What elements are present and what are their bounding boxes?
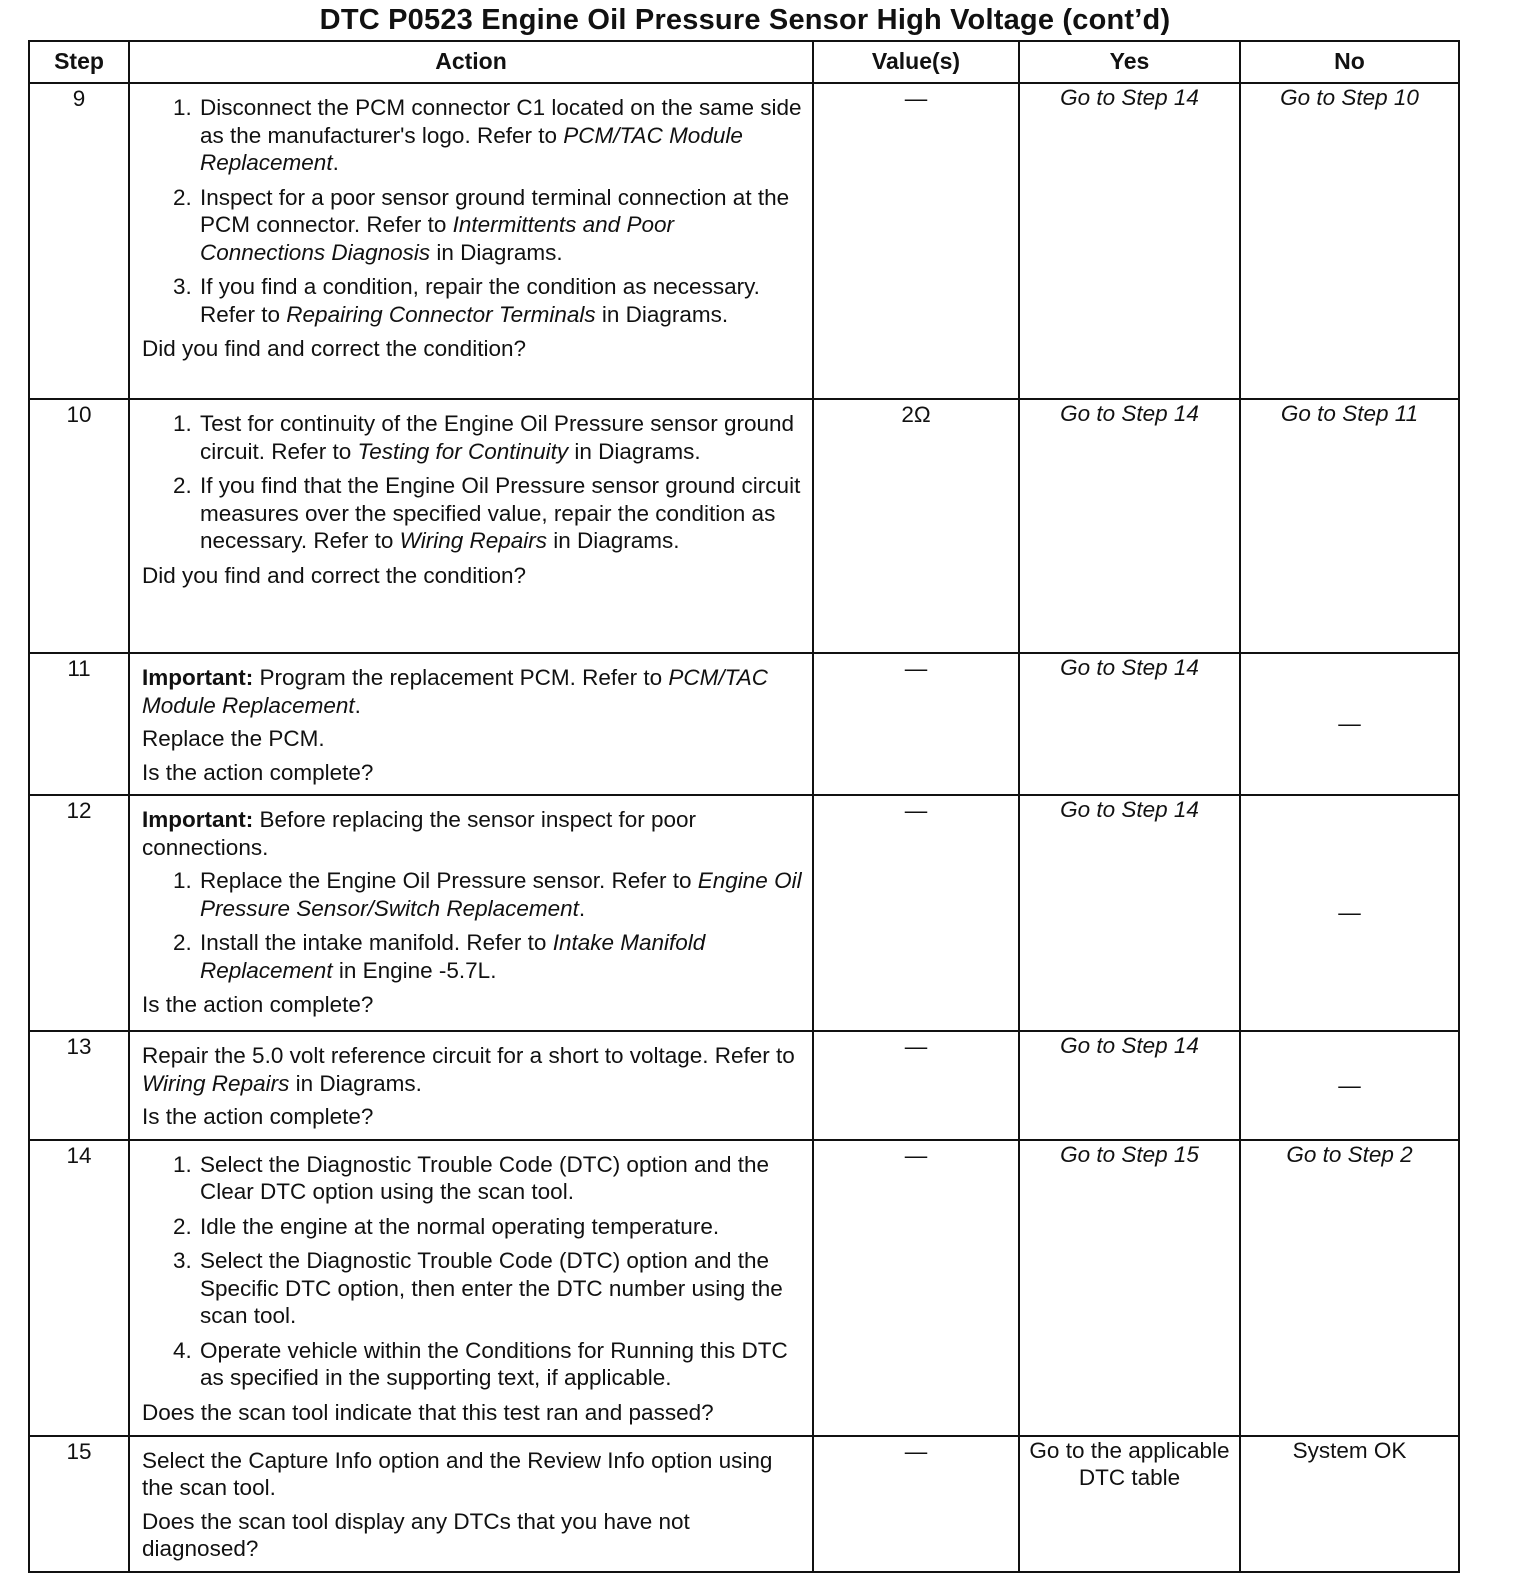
text-run: Install the intake manifold. Refer to	[200, 930, 553, 955]
text-run: Select the Diagnostic Trouble Code (DTC) option and the Specific DTC option, then enter the DTC number using the scan tool.	[200, 1248, 783, 1328]
yes-result: Go to Step 14	[1019, 1031, 1240, 1140]
step-number: 9	[29, 83, 129, 399]
doc-reference: Testing for Continuity	[357, 438, 569, 464]
no-result: System OK	[1240, 1436, 1459, 1572]
doc-reference: Repairing Connector Terminals	[286, 301, 596, 327]
value-cell: —	[813, 653, 1019, 795]
header-values: Value(s)	[813, 41, 1019, 83]
yes-result: Go to Step 14	[1019, 399, 1240, 653]
value-cell: —	[813, 1140, 1019, 1436]
action-step-list	[142, 410, 802, 555]
header-yes: Yes	[1019, 41, 1240, 83]
action-step	[198, 1337, 802, 1392]
action-step	[198, 1247, 802, 1330]
text-run: Before replacing the sensor inspect for poor connections.	[142, 807, 696, 860]
text-run: in Diagrams.	[289, 1070, 422, 1096]
action-cell	[129, 1031, 813, 1140]
no-result: —	[1240, 1031, 1459, 1140]
action-step	[198, 94, 802, 177]
doc-reference: Wiring Repairs	[399, 528, 548, 553]
text-run: Select the Capture Info option and the Review Info option using the scan tool.	[142, 1447, 773, 1500]
no-result: —	[1240, 795, 1459, 1031]
doc-reference: Intake Manifold Replacement	[200, 930, 706, 983]
value-cell: —	[813, 83, 1019, 399]
action-step	[198, 472, 802, 555]
no-result: Go to Step 11	[1240, 399, 1459, 653]
text-run: .	[332, 150, 339, 175]
action-step	[198, 1213, 802, 1241]
text-run: in Diagrams.	[595, 301, 729, 327]
table-row	[29, 1436, 1459, 1572]
table-row	[29, 83, 1459, 399]
yes-result: Go to Step 15	[1019, 1140, 1240, 1436]
yes-result: Go to Step 14	[1019, 653, 1240, 795]
action-intro	[142, 1042, 802, 1097]
value-cell: —	[813, 1031, 1019, 1140]
action-question: Did you find and correct the condition?	[142, 336, 526, 361]
action-step	[198, 1151, 802, 1206]
action-step-list	[142, 867, 802, 984]
action-step	[198, 867, 802, 922]
step-number: 14	[29, 1140, 129, 1436]
doc-reference: Engine Oil Pressure Sensor/Switch Replacement	[200, 868, 802, 921]
text-run: If you find that the Engine Oil Pressure sensor ground circuit measures over the specified value, repair the condition as necessary. Refer to	[200, 473, 801, 553]
table-row	[29, 653, 1459, 795]
action-cell	[129, 653, 813, 795]
action-cell	[129, 795, 813, 1031]
important-label: Important:	[142, 665, 254, 690]
yes-result: Go to Step 14	[1019, 795, 1240, 1031]
yes-result: Go to the applicable DTC table	[1019, 1436, 1240, 1572]
text-run: Select the Diagnostic Trouble Code (DTC) option and the Clear DTC option using the scan tool.	[200, 1151, 770, 1204]
value-cell: —	[813, 795, 1019, 1031]
action-question: Is the action complete?	[142, 1104, 374, 1129]
action-question: Did you find and correct the condition?	[142, 562, 526, 588]
text-run: Program the replacement PCM. Refer to	[253, 665, 669, 690]
no-result: Go to Step 2	[1240, 1140, 1459, 1436]
action-intro	[142, 1447, 802, 1502]
text-run: Idle the engine at the normal operating temperature.	[200, 1213, 720, 1239]
no-result: Go to Step 10	[1240, 83, 1459, 399]
action-question: Does the scan tool indicate that this test ran and passed?	[142, 1399, 714, 1425]
header-no: No	[1240, 41, 1459, 83]
action-question: Does the scan tool display any DTCs that you have not diagnosed?	[142, 1508, 690, 1561]
action-step	[198, 184, 802, 267]
value-cell: —	[813, 1436, 1019, 1572]
action-question: Is the action complete?	[142, 759, 374, 785]
table-row	[29, 795, 1459, 1031]
table-row	[29, 1031, 1459, 1140]
table-row	[29, 399, 1459, 653]
action-line: Replace the PCM.	[142, 726, 325, 751]
step-number: 13	[29, 1031, 129, 1140]
action-intro	[142, 664, 802, 719]
header-row	[29, 41, 1459, 83]
action-step-list	[142, 1151, 802, 1392]
text-run: Replace the Engine Oil Pressure sensor. Refer to	[200, 868, 698, 893]
action-cell	[129, 1140, 813, 1436]
action-step	[198, 410, 802, 465]
text-run: Inspect for a poor sensor ground terminal connection at the PCM connector. Refer to	[200, 184, 790, 237]
text-run: in Diagrams.	[547, 528, 680, 553]
value-cell: 2Ω	[813, 399, 1019, 653]
text-run: Test for continuity of the Engine Oil Pressure sensor ground circuit. Refer to	[200, 411, 795, 464]
no-result: —	[1240, 653, 1459, 795]
action-question: Is the action complete?	[142, 992, 374, 1017]
table-row	[29, 1140, 1459, 1436]
text-run: .	[578, 895, 586, 921]
step-number: 11	[29, 653, 129, 795]
doc-reference: Intermittents and Poor Connections Diagnosis	[200, 212, 674, 265]
doc-reference: PCM/TAC Module Replacement	[200, 122, 743, 175]
text-run: in Engine -5.7L.	[332, 957, 497, 983]
text-run: Disconnect the PCM connector C1 located on the same side as the manufacturer's logo. Refer to	[200, 95, 802, 148]
action-step-list	[142, 94, 802, 328]
step-number: 15	[29, 1436, 129, 1572]
table-body	[29, 83, 1459, 1572]
page-title: DTC P0523 Engine Oil Pressure Sensor High Voltage (cont’d)	[319, 4, 1171, 36]
action-step	[198, 929, 802, 984]
doc-reference: PCM/TAC Module Replacement	[142, 665, 769, 718]
text-run: .	[354, 692, 361, 718]
text-run: Operate vehicle within the Conditions for Running this DTC as specified in the supporting text, if applicable.	[200, 1337, 788, 1390]
diagnostic-table	[28, 40, 1460, 1573]
text-run: If you find a condition, repair the condition as necessary. Refer to	[200, 274, 760, 327]
action-cell	[129, 1436, 813, 1572]
doc-reference: Wiring Repairs	[142, 1070, 290, 1096]
action-cell	[129, 399, 813, 653]
text-run: in Diagrams.	[430, 239, 563, 265]
header-action: Action	[129, 41, 813, 83]
step-number: 12	[29, 795, 129, 1031]
text-run: Repair the 5.0 volt reference circuit for a short to voltage. Refer to	[142, 1043, 795, 1068]
action-step	[198, 273, 802, 328]
step-number: 10	[29, 399, 129, 653]
text-run: in Diagrams.	[568, 438, 701, 464]
header-step: Step	[29, 41, 129, 83]
action-cell	[129, 83, 813, 399]
yes-result: Go to Step 14	[1019, 83, 1240, 399]
important-label: Important:	[142, 807, 254, 832]
action-intro	[142, 806, 802, 861]
